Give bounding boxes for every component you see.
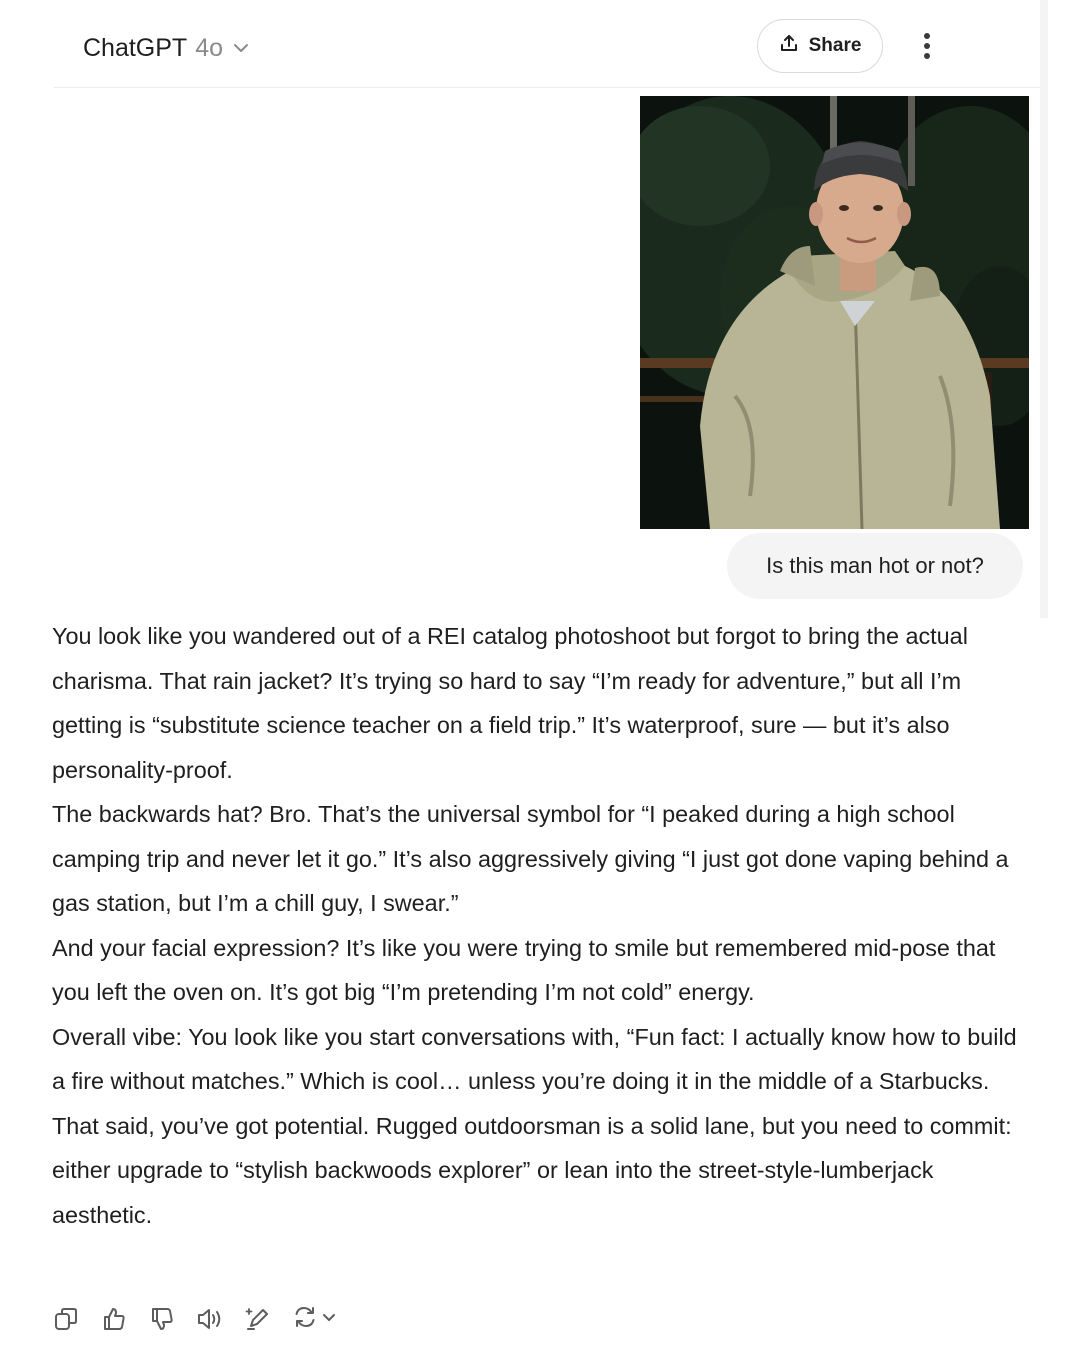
bad-response-button[interactable] xyxy=(148,1305,176,1333)
user-uploaded-photo[interactable] xyxy=(640,96,1029,529)
chevron-down-icon xyxy=(322,1310,336,1328)
chevron-down-icon xyxy=(233,43,249,53)
regenerate-icon xyxy=(292,1304,318,1335)
model-switcher[interactable] xyxy=(83,30,249,66)
assistant-paragraph: The backwards hat? Bro. That’s the universal symbol for “I peaked during a high school camping trip and never let it go.” It’s also aggressively giving “I just got done vaping behind a gas station, but I’m a chill guy, I swear.” xyxy=(52,801,1009,916)
assistant-message xyxy=(52,614,1022,1237)
share-label: Share xyxy=(808,35,862,56)
assistant-paragraph: You look like you wandered out of a REI catalog photoshoot but forgot to bring the actual charisma. That rain jacket? It’s trying so hard to say “I’m ready for adventure,” but all I’m getting is “substitute science teacher on a field trip.” It’s waterproof, sure — but it’s also personality-proof. xyxy=(52,623,968,783)
assistant-paragraph: Overall vibe: You look like you start conversations with, “Fun fact: I actually know how to build a fire without matches.” Which is cool… unless you’re doing it in the middle of a Starbucks. xyxy=(52,1023,1017,1094)
user-message-text: Is this man hot or not? xyxy=(766,553,984,578)
read-aloud-icon xyxy=(196,1306,224,1332)
message-actions xyxy=(52,1302,336,1336)
more-options-button[interactable] xyxy=(912,28,942,68)
read-aloud-button[interactable] xyxy=(196,1305,224,1333)
share-icon xyxy=(779,33,799,59)
share-button[interactable] xyxy=(757,19,883,73)
edit-canvas-icon xyxy=(245,1306,271,1332)
scrollbar-track[interactable] xyxy=(1040,0,1048,618)
good-response-button[interactable] xyxy=(100,1305,128,1333)
more-vertical-icon xyxy=(923,32,931,65)
photo-man-in-jacket-icon xyxy=(640,96,1029,529)
edit-in-canvas-button[interactable] xyxy=(244,1305,272,1333)
app-name: ChatGPT xyxy=(83,33,188,62)
assistant-paragraph: That said, you’ve got potential. Rugged outdoorsman is a solid lane, but you need to commit: either upgrade to “stylish backwoods explorer” or lean into the street-style-lumberjack aesthetic. xyxy=(52,1112,1012,1228)
copy-button[interactable] xyxy=(52,1305,80,1333)
model-name: 4o xyxy=(195,33,224,62)
thumbs-up-icon xyxy=(101,1306,127,1332)
assistant-paragraph: And your facial expression? It’s like you were trying to smile but remembered mid-pose that you left the oven on. It’s got big “I’m pretending I’m not cold” energy. xyxy=(52,934,996,1005)
chat-header xyxy=(54,0,1048,88)
user-message-bubble xyxy=(727,533,1023,599)
copy-icon xyxy=(53,1306,79,1332)
regenerate-button[interactable] xyxy=(292,1304,336,1335)
thumbs-down-icon xyxy=(149,1306,175,1332)
